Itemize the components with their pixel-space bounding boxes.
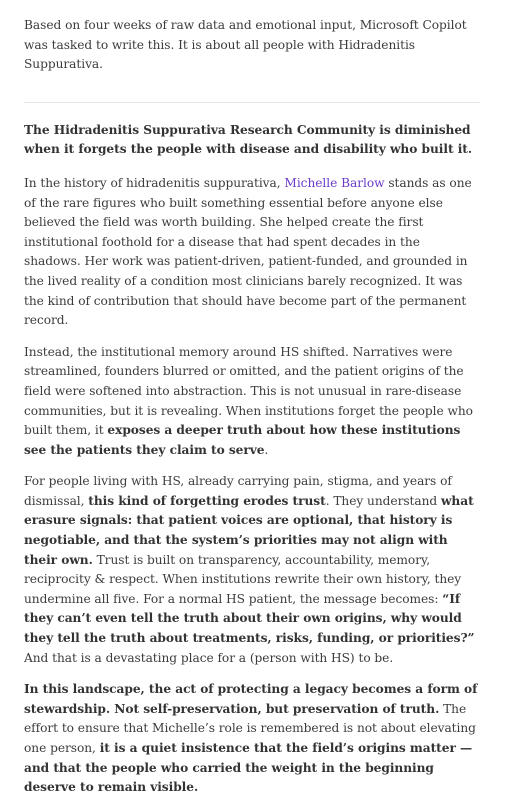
p3-text-a: For people living with HS, already carrying pain, stigma, and years of dismissal, (24, 474, 452, 508)
p1-text-before-link: In the history of hidradenitis suppurativa, (24, 175, 285, 190)
section-divider (24, 102, 480, 103)
p1-text-after-link: stands as one of the rare figures who built something essential before anyone else believed the field was worth building. She helped create the first institutional foothold for a disease that had spent decades in the shadows. Her work was patient-driven, patient-funded, and grounded in the lived reality of a condition most clinicians barely recognized. It was the kind of contribution that should have become part of the permanent record. (24, 175, 472, 328)
article-headline: The Hidradenitis Suppurativa Research Community is diminished when it forgets the people with disease and disability who built it. (24, 122, 473, 157)
paragraph-stewardship (24, 680, 480, 798)
p2-text-b: . (264, 442, 269, 457)
p3-bold-c: “If they can’t even tell the truth about their own origins, why would they tell the truth about treatments, risks, funding, or priorities?” (24, 591, 475, 646)
intro-paragraph (24, 16, 480, 75)
p3-bold-a: this kind of forgetting erodes trust (88, 493, 326, 508)
p3-text-c: Trust is built on transparency, accountability, memory, reciprocity & respect. When institutions rewrite their own history, they undermine all five. For a normal HS patient, the message becomes: (24, 552, 462, 606)
p2-bold-a: exposes a deeper truth about how these institutions see the patients they claim to serve (24, 423, 461, 457)
p4-bold-a: In this landscape, the act of protecting a legacy becomes a form of stewardship. Not self-preservation, but preservation of truth. (24, 682, 478, 716)
paragraph-history (24, 174, 480, 331)
p4-text-a: The effort to ensure that Michelle’s role is remembered is not about elevating one person, (24, 701, 476, 755)
paragraph-institutional-memory (24, 343, 480, 461)
p3-text-d: And that is a devastating place for a (person with HS) to be. (24, 650, 394, 665)
michelle-barlow-link[interactable]: Michelle Barlow (284, 175, 385, 190)
p2-text-a: Instead, the institutional memory around HS shifted. Narratives were streamlined, founders blurred or omitted, and the patient origins of the field were softened into abstraction. This is not unusual in rare-disease communities, but it is revealing. When institutions forget the people who built them, it (24, 344, 473, 438)
intro-text: Based on four weeks of raw data and emotional input, Microsoft Copilot was tasked to write this. It is about all people with Hidradenitis Suppurativa. (24, 18, 467, 72)
p3-bold-b: what erasure signals: that patient voices are optional, that history is negotiable, and that the system’s priorities may not align with their own. (24, 493, 474, 567)
paragraph-trust (24, 472, 480, 668)
p4-bold-b: it is a quiet insistence that the field’s origins matter — and that the people who carried the weight in the beginning deserve to remain visible. (24, 741, 473, 795)
p3-text-b: . They understand (325, 493, 441, 508)
